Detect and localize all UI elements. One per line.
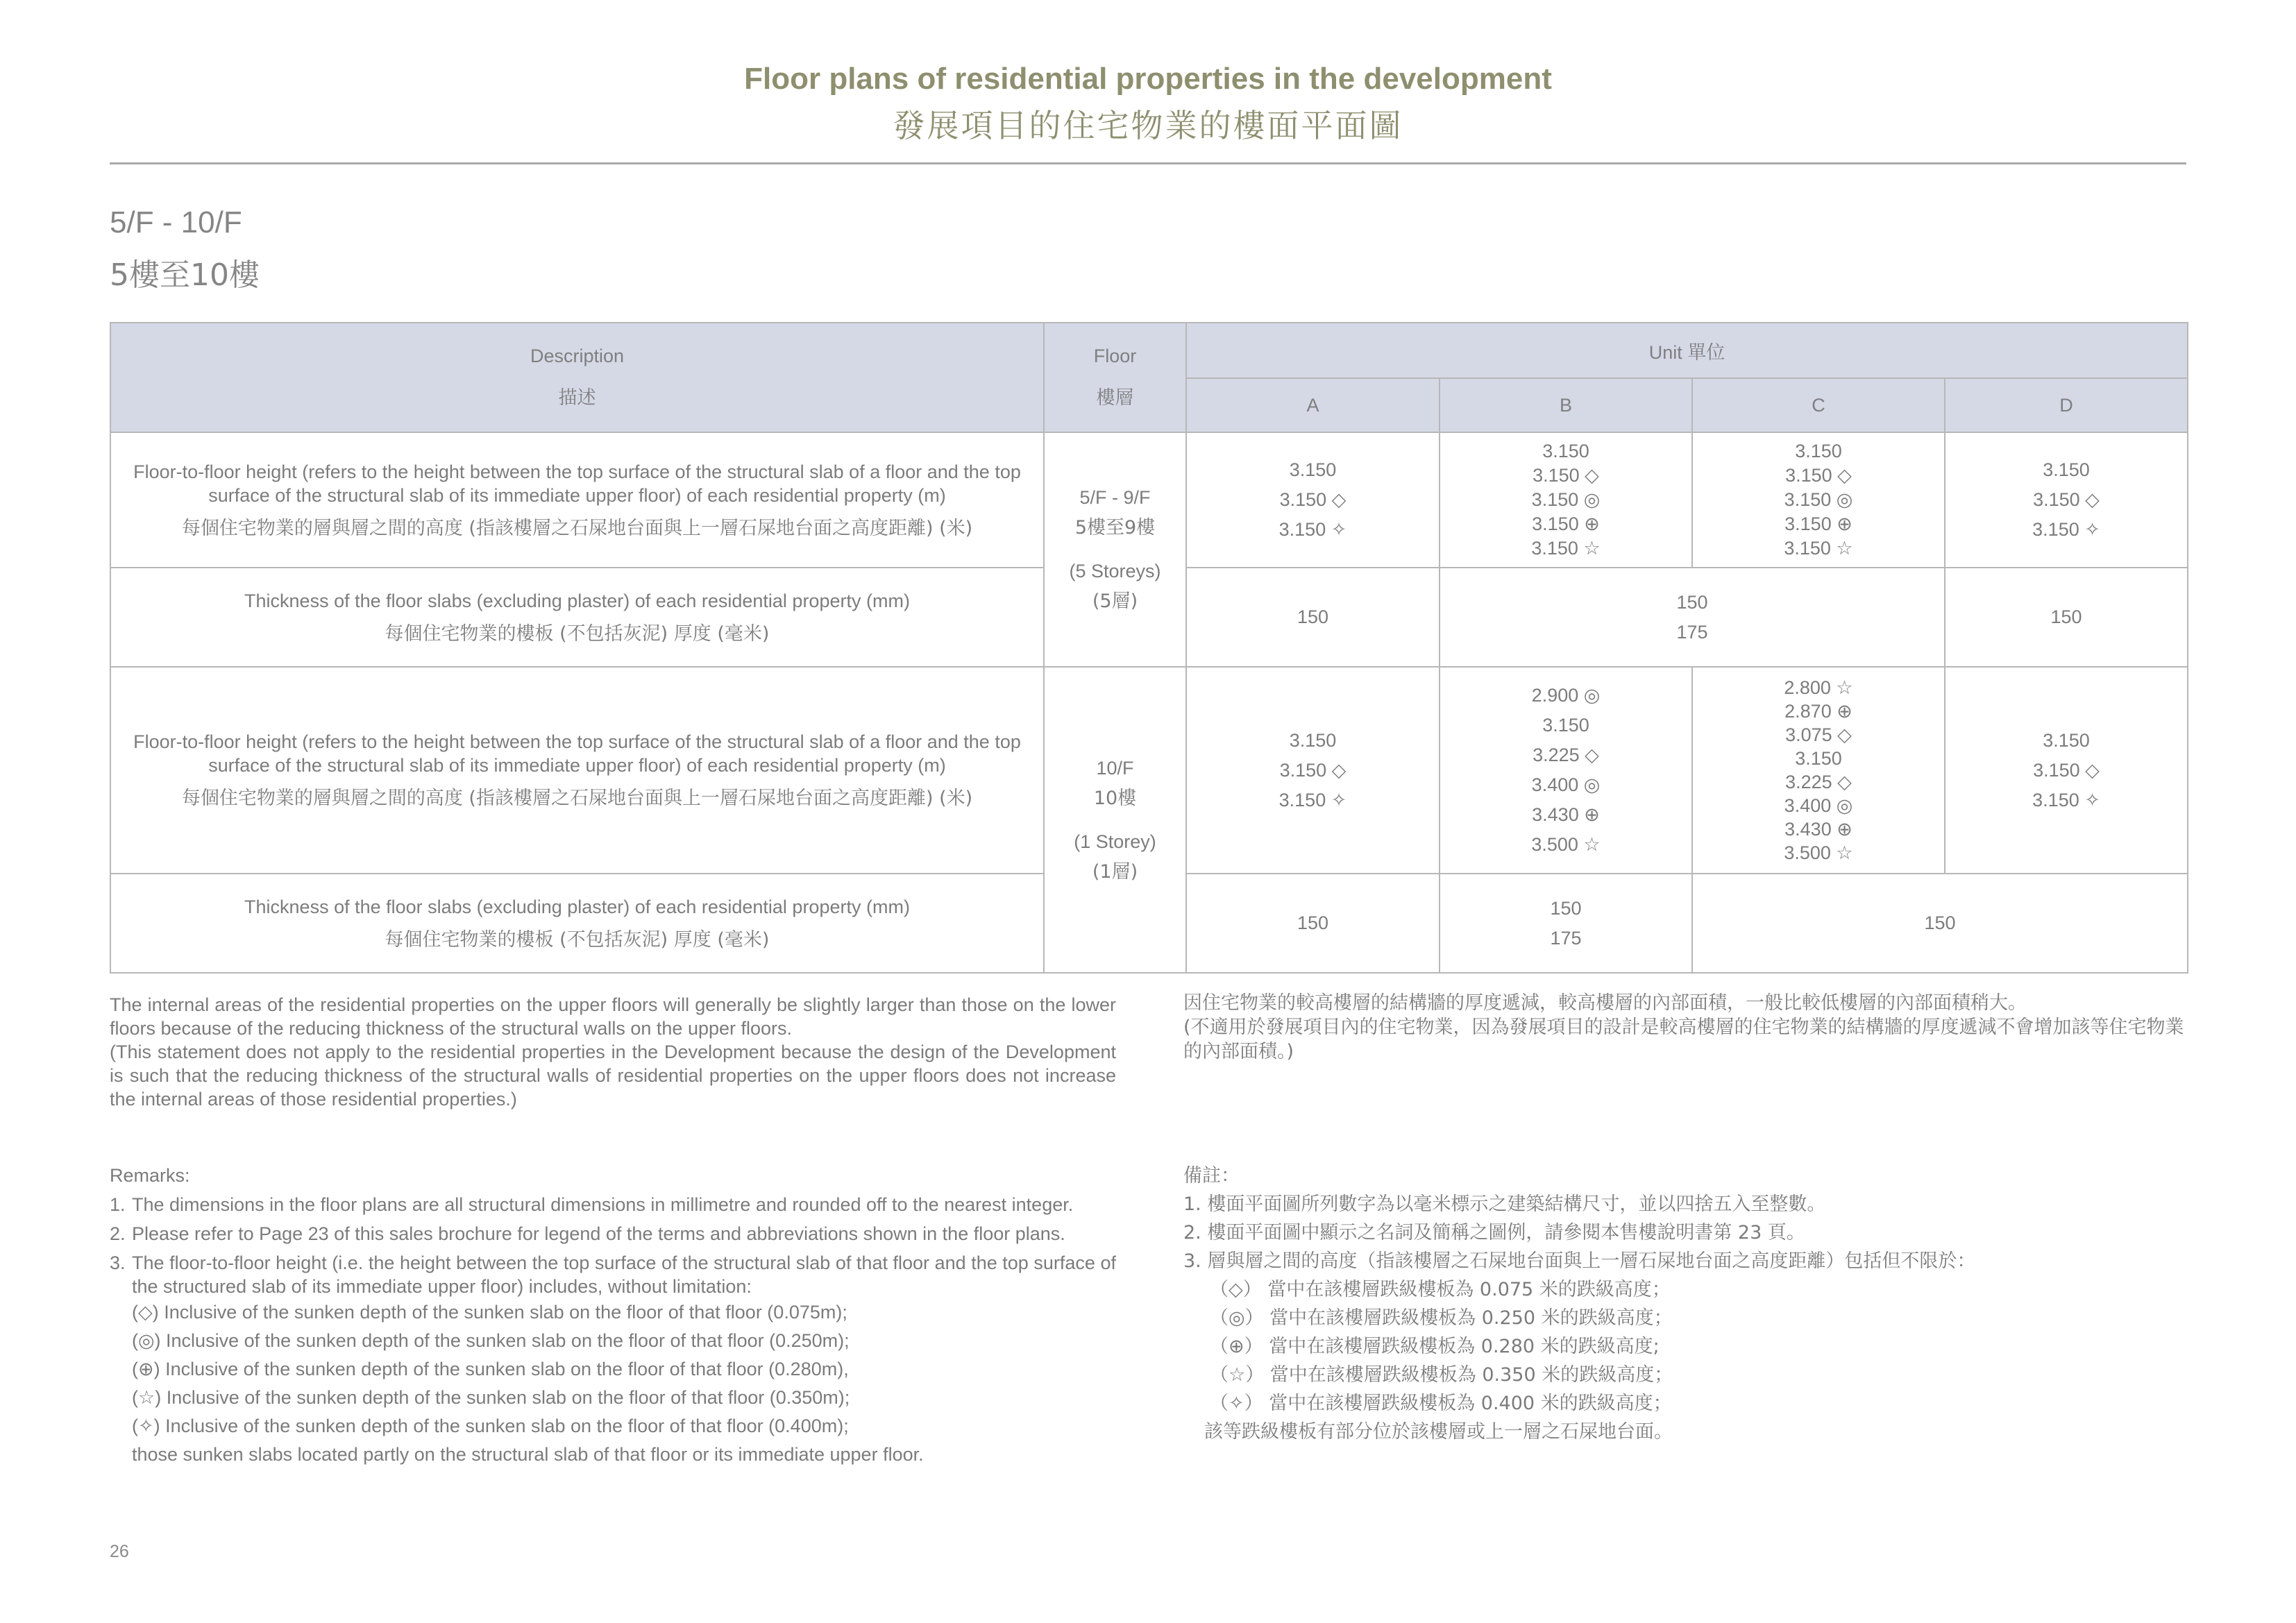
table-row bbox=[110, 432, 2188, 568]
row-height-description: Floor-to-floor height (refers to the height between the top surface of the structural slab of a floor and the top surface of the structural slab of its immediate upper floor) of each residential property (m) 每個住宅物業的層與層之間的高度 (指該樓層之石屎地台面與上一層石屎地台面之高度距離) (米) bbox=[110, 432, 1044, 568]
header-unit-b: B bbox=[1440, 378, 1692, 432]
g2-slab-unit-b: 150 175 bbox=[1440, 874, 1692, 973]
g1-height-unit-b: 3.150 3.150 ◇ 3.150 ◎ 3.150 ⊕ 3.150 ☆ bbox=[1440, 432, 1692, 568]
remarks-list-en bbox=[110, 1193, 1116, 1298]
header-unit: Unit 單位 bbox=[1186, 323, 2188, 378]
table-row bbox=[110, 667, 2188, 874]
header-floor: Floor 樓層 bbox=[1044, 323, 1186, 432]
remarks-zh bbox=[1183, 1162, 2188, 1446]
remarks-title-en: Remarks: bbox=[110, 1165, 190, 1186]
list-item: 1. The dimensions in the floor plans are all structural dimensions in millimetre and rounded off to the nearest integer. bbox=[110, 1194, 1074, 1215]
remarks-subitems-zh: （◇） 當中在該樓層跌級樓板為 0.075 米的跌級高度； （◎） 當中在該樓層跌級樓板為 0.250 米的跌級高度； （⊕） 當中在該樓層跌級樓板為 0.280 米的跌級高度; （☆） 當中在該樓層跌級樓板為 0.350 米的跌級高度； （✧） 當中在該樓層跌級樓板為 0.400 米的跌級高度； 該等跌級樓板有部分位於該樓層或上一層之石屎地台面。 bbox=[1204, 1279, 1673, 1443]
header-unit-c: C bbox=[1692, 378, 1945, 432]
g1-slab-unit-a: 150 bbox=[1186, 568, 1440, 667]
g1-height-unit-a: 3.150 3.150 ◇ 3.150 ✧ bbox=[1186, 432, 1440, 568]
header-unit-a: A bbox=[1186, 378, 1440, 432]
list-item: 1. 樓面平面圖所列數字為以毫米標示之建築結構尺寸，並以四捨五入至整數。 bbox=[1183, 1193, 1826, 1215]
row-height-description: Floor-to-floor height (refers to the height between the top surface of the structural slab of a floor and the top surface of the structural slab of its immediate upper floor) of each residential property (m) 每個住宅物業的層與層之間的高度 (指該樓層之石屎地台面與上一層石屎地台面之高度距離) (米) bbox=[110, 667, 1044, 874]
row-slab-description: Thickness of the floor slabs (excluding plaster) of each residential property (mm) 每個住宅物業的樓板 (不包括灰泥) 厚度 (毫米) bbox=[110, 568, 1044, 667]
g1-height-unit-c: 3.150 3.150 ◇ 3.150 ◎ 3.150 ⊕ 3.150 ☆ bbox=[1692, 432, 1945, 568]
remarks-subitems-en: (◇) Inclusive of the sunken depth of the sunken slab on the floor of that floor (0.075m); (◎) Inclusive of the sunken depth of the sunken slab on the floor of that floor (0.250m); (⊕) Inclusive of the sunken depth of the sunken slab on the floor of that floor (0.280m), (☆) Inclusive of the sunken depth of the sunken slab on the floor of that floor (0.350m); (✧) Inclusive of the sunken depth of the sunken slab on the floor of that floor (0.400m); those sunken slabs located partly on the structural slab of that floor or its immediate upper floor. bbox=[132, 1302, 924, 1465]
list-item: 3. The floor-to-floor height (i.e. the height between the top surface of the structural slab of that floor and the top surface of the structured slab of its immediate upper floor) includes, without limitation: bbox=[110, 1252, 1116, 1297]
list-item: 2. 樓面平面圖中顯示之名詞及簡稱之圖例，請參閱本售樓說明書第 23 頁。 bbox=[1183, 1222, 1805, 1243]
section-floor-en: 5/F - 10/F bbox=[110, 205, 242, 239]
header-divider bbox=[110, 162, 2186, 164]
page-title-zh: 發展項目的住宅物業的樓面平面圖 bbox=[893, 107, 1403, 144]
header-unit-d: D bbox=[1945, 378, 2188, 432]
section-floor-zh: 5樓至10樓 bbox=[110, 257, 260, 293]
g1-slab-unit-bc: 150 175 bbox=[1440, 568, 1945, 667]
g2-slab-unit-a: 150 bbox=[1186, 874, 1440, 973]
g2-slab-unit-cd: 150 bbox=[1692, 874, 2188, 973]
g2-height-unit-c: 2.800 ☆ 2.870 ⊕ 3.075 ◇ 3.150 3.225 ◇ 3.400 ◎ 3.430 ⊕ 3.500 ☆ bbox=[1692, 667, 1945, 874]
row-slab-description: Thickness of the floor slabs (excluding plaster) of each residential property (mm) 每個住宅物業的樓板 (不包括灰泥) 厚度 (毫米) bbox=[110, 874, 1044, 973]
page-number: 26 bbox=[110, 1542, 129, 1561]
remarks-title-zh: 備註： bbox=[1183, 1165, 1240, 1187]
remarks-en bbox=[110, 1164, 1116, 1469]
list-item: 2. Please refer to Page 23 of this sales brochure for legend of the terms and abbreviations shown in the floor plans. bbox=[110, 1223, 1065, 1244]
g2-height-unit-b: 2.900 ◎ 3.150 3.225 ◇ 3.400 ◎ 3.430 ⊕ 3.500 ☆ bbox=[1440, 667, 1692, 874]
statement-en: The internal areas of the residential properties on the upper floors will generally be slightly larger than those on the lower floors because of the reducing thickness of the structural walls on the upper floors. (This statement does not apply to the residential properties in the Development because the design of the Development is such that the reducing thickness of the structural walls of residential properties on the upper floors does not increase the internal areas of those residential properties.) bbox=[110, 994, 1116, 1110]
g1-height-unit-d: 3.150 3.150 ◇ 3.150 ✧ bbox=[1945, 432, 2188, 568]
g2-height-unit-d: 3.150 3.150 ◇ 3.150 ✧ bbox=[1945, 667, 2188, 874]
header-description: Description 描述 bbox=[110, 323, 1044, 432]
floor-height-table bbox=[110, 322, 2188, 974]
page-header bbox=[0, 64, 2296, 142]
g1-slab-unit-d: 150 bbox=[1945, 568, 2188, 667]
floor-10: 10/F 10樓 (1 Storey) (1層) bbox=[1044, 667, 1186, 973]
statement-zh: 因住宅物業的較高樓層的結構牆的厚度遞減，較高樓層的內部面積，一般比較低樓層的內部面積稍大。 (不適用於發展項目內的住宅物業，因為發展項目的設計是較高樓層的住宅物業的結構牆的厚度遞減不會增加該等住宅物業的內部面積。) bbox=[1183, 992, 2184, 1062]
g2-height-unit-a: 3.150 3.150 ◇ 3.150 ✧ bbox=[1186, 667, 1440, 874]
list-item: 3. 層與層之間的高度（指該樓層之石屎地台面與上一層石屎地台面之高度距離）包括但不限於： bbox=[1183, 1250, 1976, 1272]
page-title-en: Floor plans of residential properties in the development bbox=[744, 62, 1552, 96]
floor-5-9: 5/F - 9/F 5樓至9樓 (5 Storeys) (5層) bbox=[1044, 432, 1186, 667]
